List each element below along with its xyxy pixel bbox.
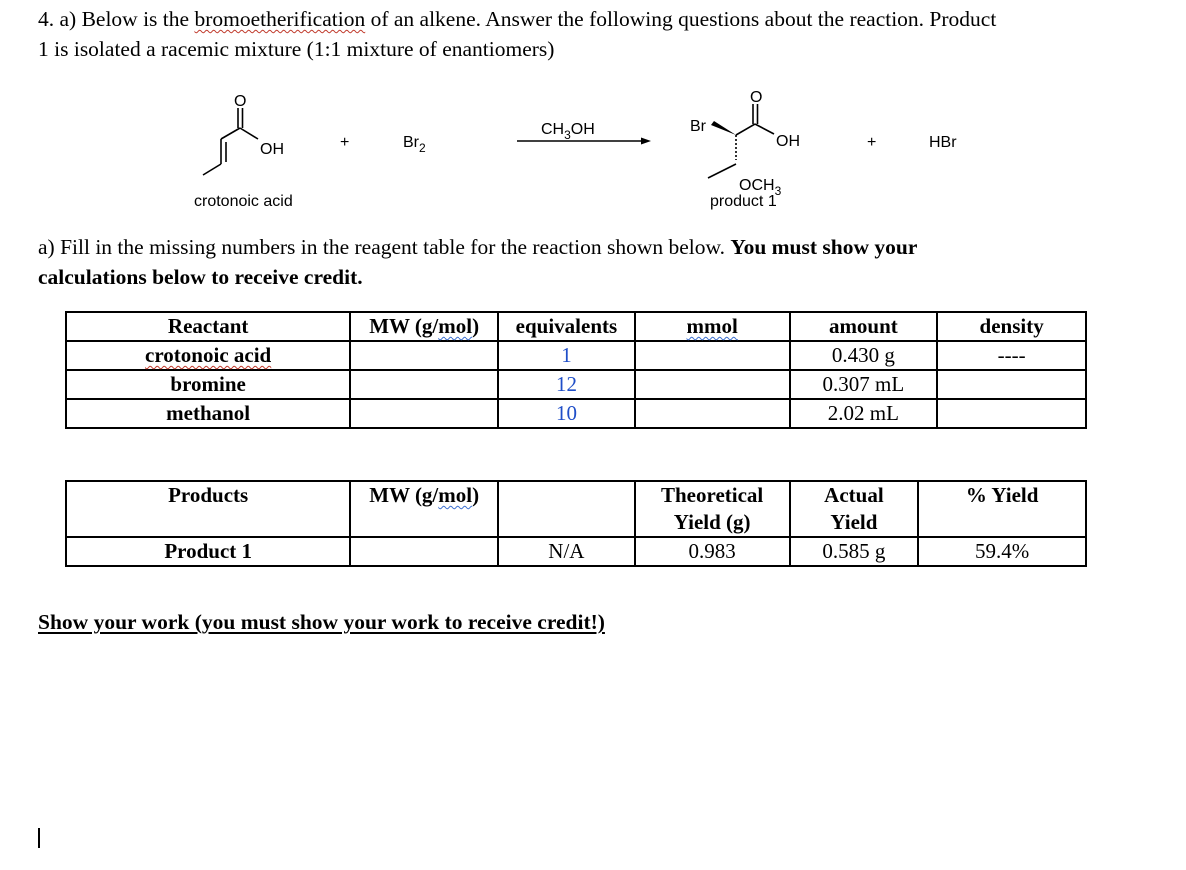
reactant-name-cell: bromine — [66, 370, 350, 399]
reactant-o-label: O — [234, 93, 247, 110]
product-name-cell: Product 1 — [66, 537, 350, 566]
product-br-label: Br — [690, 118, 706, 135]
mw-input[interactable] — [350, 341, 498, 370]
question-line-2: 1 is isolated a racemic mixture (1:1 mixture of enantiomers) — [38, 37, 555, 61]
question-term: bromoetherification — [194, 7, 366, 31]
header-theoretical-yield: Theoretical Yield (g) — [635, 481, 790, 537]
equivalents-cell: 1 — [498, 341, 635, 370]
header-reactant: Reactant — [66, 312, 350, 341]
amount-cell: 0.430 g — [790, 341, 938, 370]
text-cursor[interactable] — [38, 828, 40, 848]
plus-sign-1: + — [340, 134, 350, 151]
table-row — [66, 341, 1086, 370]
product-och3-label: $OCH_3$ — [739, 177, 782, 198]
reactant-name-cell: methanol — [66, 399, 350, 428]
table-row — [66, 370, 1086, 399]
amount-cell: 2.02 mL — [790, 399, 938, 428]
header-equivalents: equivalents — [498, 312, 635, 341]
density-input[interactable] — [937, 399, 1086, 428]
bromine-formula: $Br_2$ — [403, 134, 426, 155]
mw-input[interactable] — [350, 537, 498, 566]
header-mw: MW (g/mol) — [350, 312, 498, 341]
reagent-methanol: $CH_3OH$ — [541, 121, 595, 142]
theoretical-yield-cell: 0.983 — [635, 537, 790, 566]
reactant-name-cell: crotonoic acid — [66, 341, 350, 370]
reaction-scheme — [0, 70, 1186, 220]
reagent-table-header — [66, 312, 1086, 341]
question-line-1: 4. a) Below is the bromoetherification of an alkene. Answer the following questions about the reaction. Product — [38, 7, 997, 31]
na-cell: N/A — [498, 537, 635, 566]
reactant-oh-label: OH — [260, 141, 284, 158]
amount-cell: 0.307 mL — [790, 370, 938, 399]
part-a-line-1: a) Fill in the missing numbers in the reagent table for the reaction shown below. You must show your — [38, 235, 918, 259]
hbr-formula: HBr — [929, 134, 957, 151]
reagent-table — [65, 311, 1087, 429]
density-input[interactable] — [937, 370, 1086, 399]
mmol-input[interactable] — [635, 341, 790, 370]
density-cell: ---- — [937, 341, 1086, 370]
header-mmol: mmol — [635, 312, 790, 341]
reaction-arrow-head — [641, 138, 651, 145]
header-blank — [498, 481, 635, 537]
part-a-line-2: calculations below to receive credit. — [38, 265, 363, 289]
header-density: density — [937, 312, 1086, 341]
plus-sign-2: + — [867, 134, 877, 151]
header-mw: MW (g/mol) — [350, 481, 498, 537]
percent-yield-cell: 59.4% — [918, 537, 1086, 566]
crotonoic-acid-structure — [203, 108, 258, 175]
wedge-bond — [711, 121, 736, 135]
header-products: Products — [66, 481, 350, 537]
product-oh-label: OH — [776, 133, 800, 150]
table-row — [66, 399, 1086, 428]
mmol-input[interactable] — [635, 399, 790, 428]
mw-input[interactable] — [350, 370, 498, 399]
show-work-heading: Show your work (you must show your work to receive credit!) — [38, 610, 605, 634]
actual-yield-cell: 0.585 g — [790, 537, 919, 566]
product-table — [65, 480, 1087, 567]
table-row — [66, 537, 1086, 566]
product-structure — [708, 104, 774, 178]
product-name: product 1 — [710, 193, 777, 210]
header-percent-yield: % Yield — [918, 481, 1086, 537]
reactant-name: crotonoic acid — [194, 193, 293, 210]
equivalents-cell: 10 — [498, 399, 635, 428]
product-o-label: O — [750, 89, 763, 106]
mw-input[interactable] — [350, 399, 498, 428]
equivalents-cell: 12 — [498, 370, 635, 399]
header-amount: amount — [790, 312, 938, 341]
header-actual-yield: Actual Yield — [790, 481, 919, 537]
mmol-input[interactable] — [635, 370, 790, 399]
product-table-header — [66, 481, 1086, 537]
